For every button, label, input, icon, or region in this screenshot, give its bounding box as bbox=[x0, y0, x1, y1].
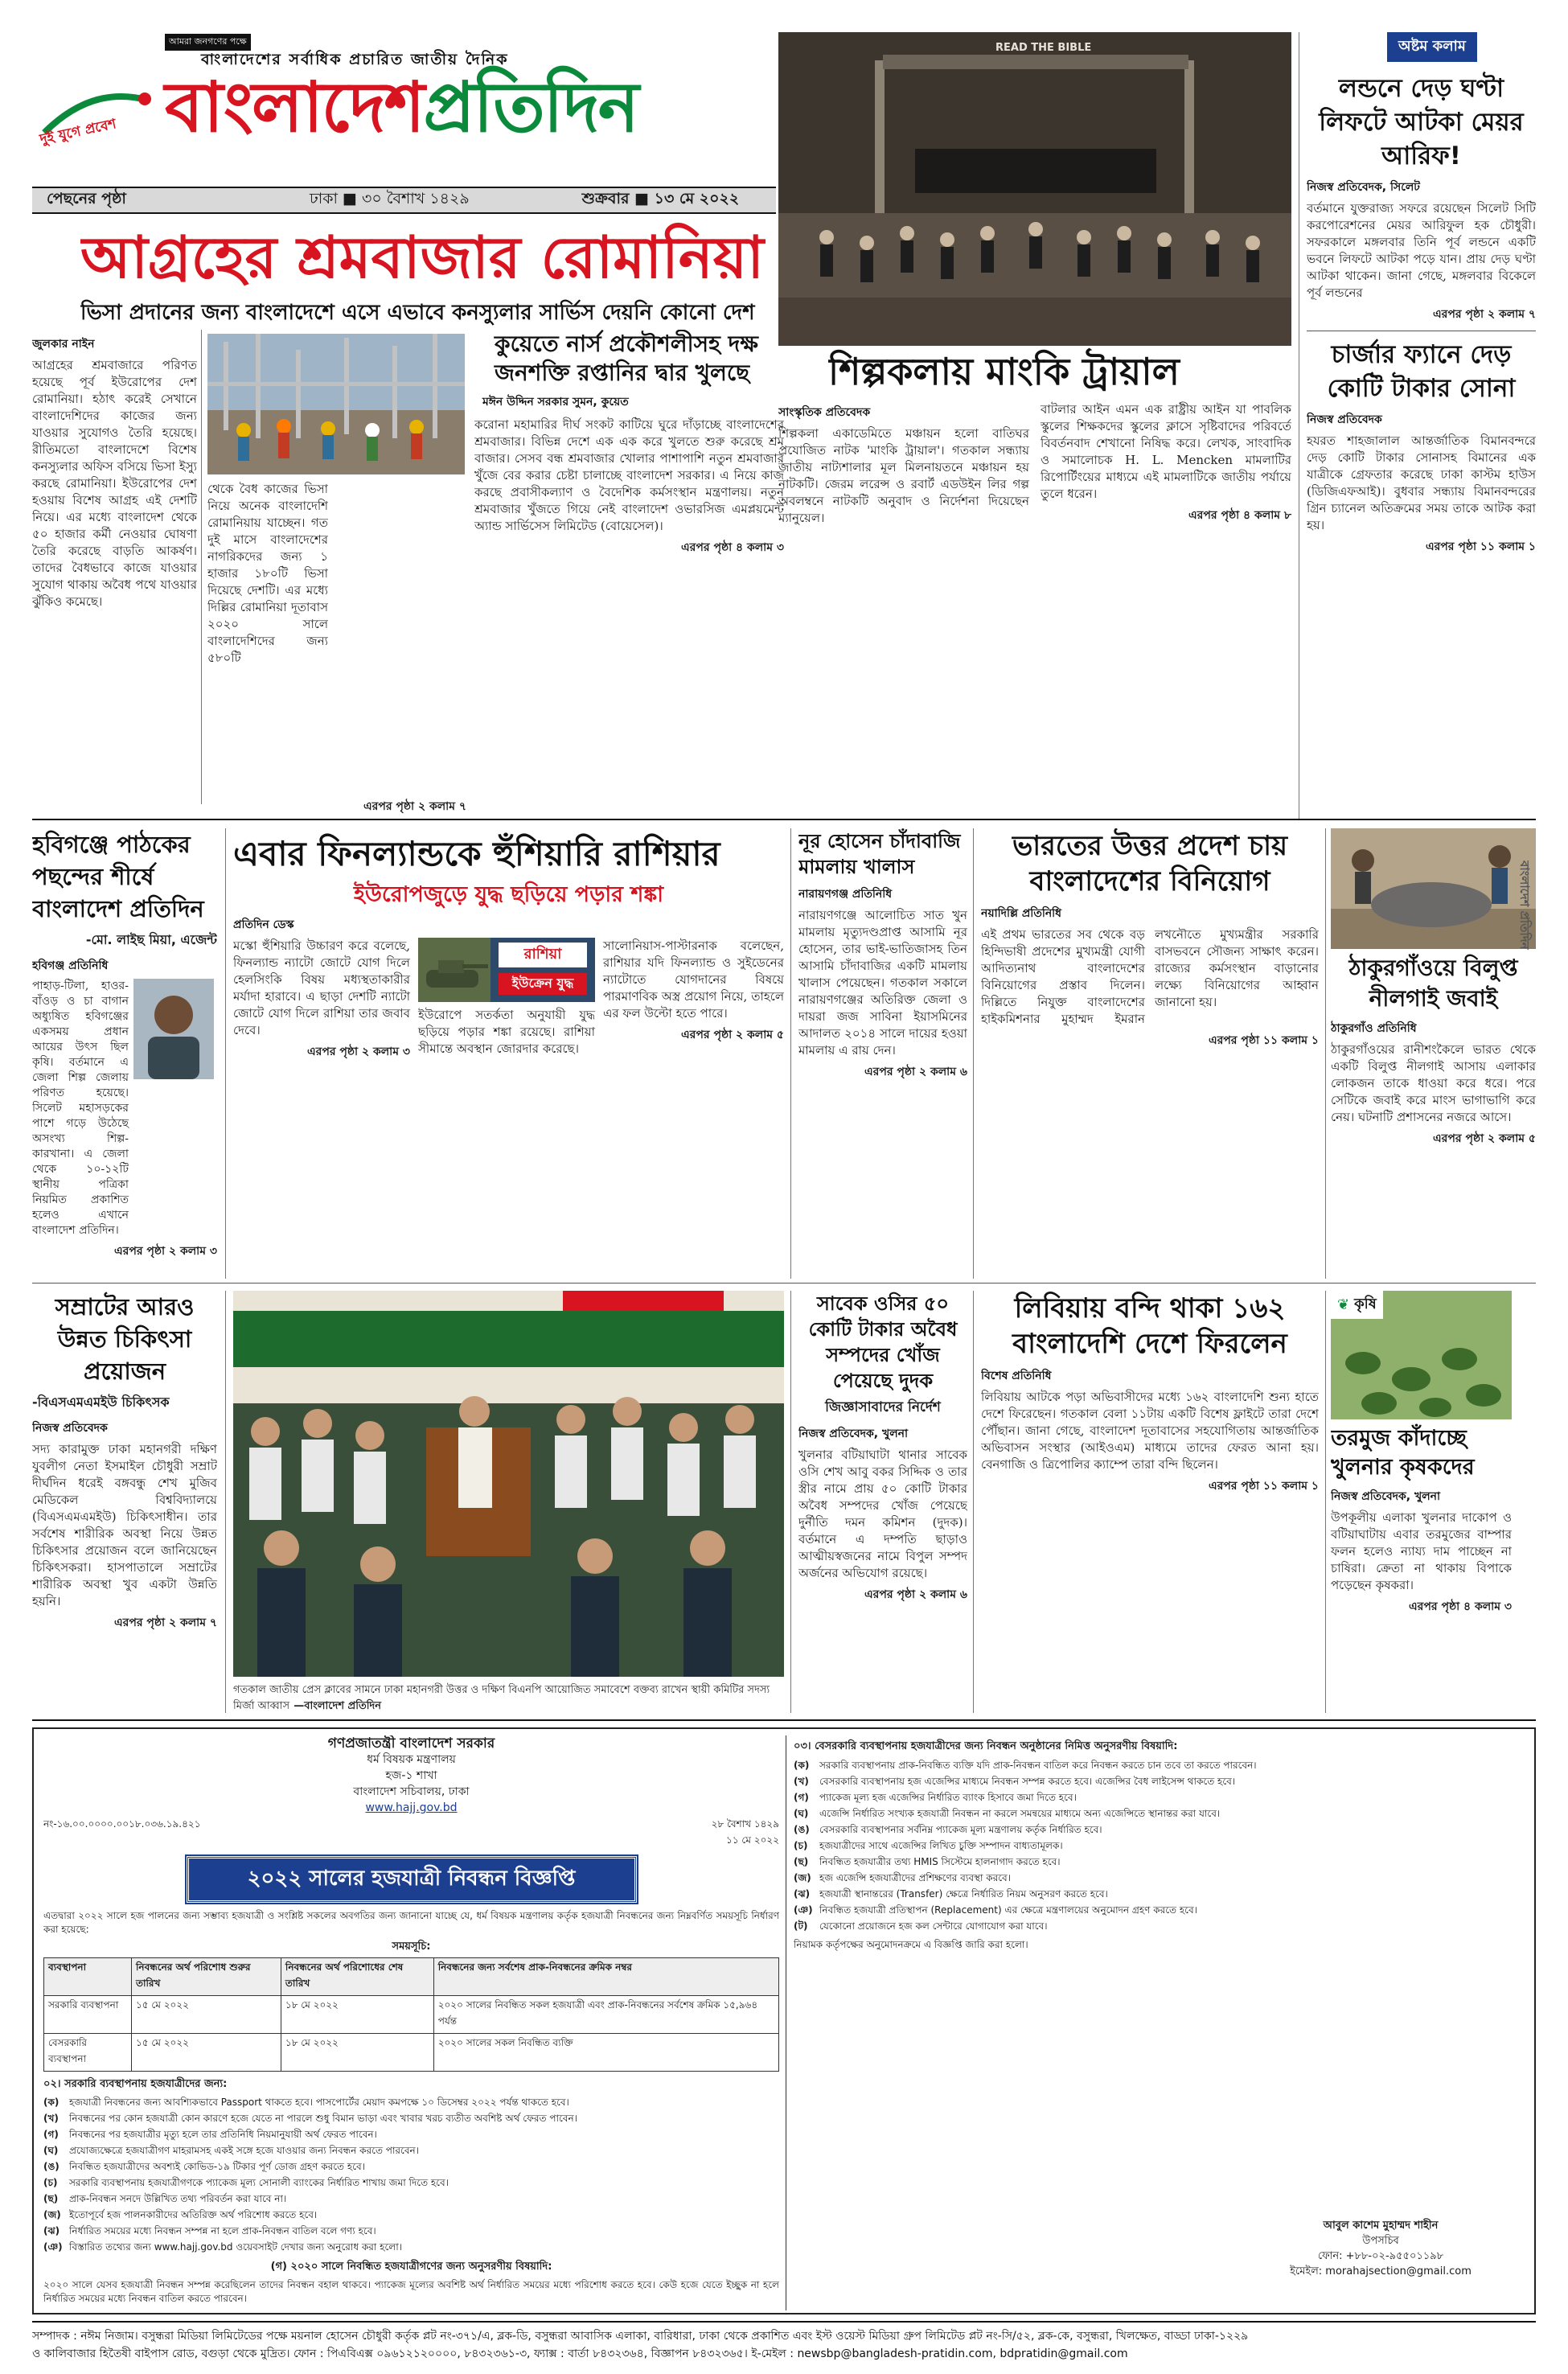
eighth-body-1: বর্তমানে যুক্তরাজ্য সফরে রয়েছেন সিলেট সিটি করপোরেশনের মেয়র আরিফুল হক চৌধুরী। সফরকালে মঙ্গলবার তিনি পূর্ব লন্ডনে একটি ভবনে লিফটে আটকা পড়ে যান। প্রায় দেড় ঘণ্টা আটকা থাকেন। জানা গেছে, মঙ্গলবার বিকেলে পূর্ব লন্ডনের bbox=[1307, 201, 1536, 300]
masthead-tag-top: আমরা জনগণের পক্ষে bbox=[165, 34, 251, 51]
list-item: (ছ) প্রাক-নিবন্ধন সনদে উল্লিখিত তথ্য পরিবর্তন করা যাবে না। bbox=[43, 2193, 287, 2204]
list-item: (জ) ইতোপূর্বে হজ পালনকারীদের অতিরিক্ত অর্থ পরিশোধ করতে হবে। bbox=[43, 2209, 318, 2220]
hajj-signer-title: উপসচিব bbox=[1362, 2235, 1399, 2247]
table-head-cell: নিবন্ধনের জন্য সর্বশেষ প্রাক-নিবন্ধনের ক্রমিক নম্বর bbox=[433, 1958, 778, 1996]
agent-portrait bbox=[133, 979, 214, 1079]
krishi-label bbox=[1331, 1291, 1383, 1319]
list-item: (চ) হজযাত্রীদের সাথে এজেন্সির লিখিত চুক্তি সম্পাদন বাধ্যতামূলক। bbox=[794, 1840, 1063, 1851]
libya-story bbox=[981, 1291, 1319, 1713]
india-byline: নয়াদিল্লি প্রতিনিধি bbox=[981, 907, 1062, 920]
list-item: (ক) হজযাত্রী নিবন্ধনের জন্য আবশ্যিকভাবে Passport থাকতে হবে। পাসপোর্টের মেয়াদ কমপক্ষে ১০ ডিসেম্বর ২০২২ পর্যন্ত থাকতে হবে। bbox=[43, 2097, 569, 2108]
lead-photo-construction bbox=[207, 334, 465, 474]
list-item: (ঘ) প্রযোজ্যক্ষেত্রে হজযাত্রীগণ মাহরামসহ একই সঙ্গে হজে যাওয়ার জন্য নিবন্ধন করতে পারবেন। bbox=[43, 2145, 419, 2156]
monkey-byline: সাংস্কৃতিক প্রতিবেদক bbox=[778, 406, 871, 419]
lead-body-1: আগ্রহের শ্রমবাজারে পরিণত হয়েছে পূর্ব ইউরোপের দেশ রোমানিয়া। হঠাৎ করেই সেখানে বাংলাদেশিদের কাজের জন্য যাওয়ার সুযোগও তৈরি হয়েছে। রীতিমতো বাংলাদেশে বিশেষ কনস্যুলার অফিস বসিয়ে ভিসা ইস্যু করছে রোমানিয়া। ইউরোপের দেশ হওয়ায় বিশেষ আগ্রহ এই দেশটি নিয়ে। এর মধ্যে বাংলাদেশ থেকে ৫০ হাজার কর্মী নেওয়ার ঘোষণা তৈরি করেছে বাড়তি আকর্ষণ। তাদের বৈধভাবে কাজে যাওয়ার সুযোগ থাকায় অবৈধ পথে যাওয়ার ঝুঁকিও কমেছে। bbox=[32, 358, 197, 609]
osi-body: খুলনার বটিয়াঘাটা থানার সাবেক ওসি শেখ আবু বকর সিদ্দিক ও তার স্ত্রীর নামে প্রায় ৫০ কোটি টাকার অবৈধ সম্পদের খোঁজ পেয়েছে দুর্নীতি দমন কমিশন (দুদক)। বর্তমানে এ দম্পতি ছাড়াও আত্মীয়স্বজনের নামে বিপুল সম্পদ অর্জনের অভিযোগ রয়েছে। bbox=[798, 1448, 967, 1580]
list-item: (গ) নিবন্ধনের পর হজযাত্রীর মৃত্যু হলে তার প্রতিনিধি নিয়মানুযায়ী অর্থ ফেরত পাবেন। bbox=[43, 2129, 377, 2140]
chandabaji-headline: নূর হোসেন চাঁদাবাজি মামলায় খালাস bbox=[798, 830, 961, 878]
list-item: (ট) যেকোনো প্রয়োজনে হজ কল সেন্টারে যোগাযোগ করা যাবে। bbox=[794, 1920, 1048, 1932]
hajj-title: ২০২২ সালের হজযাত্রী নিবন্ধন বিজ্ঞপ্তি bbox=[187, 1856, 637, 1903]
finland-story bbox=[233, 910, 784, 1280]
hajj-section-1: ০২। সরকারি ব্যবস্থাপনায় হজযাত্রীদের জন্য: bbox=[43, 2078, 228, 2090]
hajj-ministry: ধর্ম বিষয়ক মন্ত্রণালয় bbox=[367, 1753, 456, 1766]
hajj-secretariat: বাংলাদেশ সচিবালয়, ঢাকা bbox=[353, 1785, 470, 1798]
imprint-line-2: ও কালিবাজার হিতৈষী বাইপাস রোড, বগুড়া থেকে মুদ্রিত। ফোন : পিএবিএক্স ০৯৬১২১২০০০০, ৮৪৩২৩৬১-৩, ফ্যাক্স : বার্তা ৮৪৩২৩৬৪, বিজ্ঞাপন ৮৪৩২৩৬৫। ই-মেইল : newsbp@bangladesh-pratidin.com, bdpratidin@gmail.com bbox=[32, 2347, 1128, 2360]
india-headline: ভারতের উত্তর প্রদেশ চায় বাংলাদেশের বিনিয়োগ bbox=[1012, 830, 1288, 897]
hajj-intro: এতদ্বারা ২০২২ সালে হজ পালনের জন্য সম্ভাব্য হজযাত্রী ও সংশ্লিষ্ট সকলের অবগতির জন্য জানানো যাচ্ছে যে, ধর্ম বিষয়ক মন্ত্রণালয় কর্তৃক হজযাত্রী নিবন্ধনের জন্য নিম্নবর্ণিত সময়সূচি নির্ধারণ করা হয়েছে: bbox=[43, 1910, 779, 1935]
monkey-continuation: এরপর পৃষ্ঠা ৪ কলাম ৮ bbox=[1188, 509, 1291, 522]
hajj-section-2: (গ) ২০২০ সালে নিবন্ধিত হজযাত্রীগণের জন্য অনুসরণীয় বিষয়াদি: bbox=[270, 2261, 552, 2273]
anniversary-badge bbox=[36, 76, 153, 153]
osi-headline: সাবেক ওসির ৫০ কোটি টাকার অবৈধ সম্পদের খোঁজ পেয়েছে দুদক bbox=[808, 1292, 958, 1392]
bnp-rally-photo bbox=[233, 1291, 784, 1677]
page-label: পেছনের পৃষ্ঠা bbox=[47, 190, 126, 207]
list-item: (ঝ) হজযাত্রী স্থানান্তরের (Transfer) ক্ষেত্রে নির্ধারিত নিয়ম অনুসরণ করতে হবে। bbox=[794, 1888, 1108, 1900]
masthead bbox=[32, 32, 772, 181]
krishi-byline: নিজস্ব প্রতিবেদক, খুলনা bbox=[1331, 1490, 1441, 1503]
chandabaji-story bbox=[798, 828, 967, 1279]
leaf-icon: ❦ bbox=[1337, 1296, 1350, 1313]
lead-story-left bbox=[32, 330, 197, 808]
habiganj-body: পাহাড়-টিলা, হাওর-বাঁওড় ও চা বাগান অধ্যুষিত হবিগঞ্জের একসময় প্রধান আয়ের উৎস ছিল কৃষি। বর্তমানে এ জেলা শিল্প জেলায় পরিণত হয়েছে। সিলেট মহাসড়কের পাশে গড়ে উঠেছে অসংখ্য শিল্প-কারখানা। এ জেলা থেকে ১০-১২টি স্থানীয় পত্রিকা নিয়মিত প্রকাশিত হলেও এখানে বাংলাদেশ প্রতিদিন। bbox=[32, 980, 129, 1237]
lead-byline: জুলকার নাইন bbox=[32, 338, 95, 351]
badge-russia: রাশিয়া bbox=[499, 943, 587, 967]
krishi-headline: তরমুজ কাঁদাচ্ছে খুলনার কৃষকদের bbox=[1331, 1426, 1475, 1480]
tank-icon bbox=[418, 938, 491, 1002]
kuwait-headline: কুয়েতে নার্স প্রকৌশলীসহ দক্ষ জনশক্তি রপ্তানির দ্বার খুলছে bbox=[495, 331, 758, 386]
list-item: (ঞ) নিবন্ধিত হজযাত্রী প্রতিস্থাপন (Replacement) এর ক্ষেত্রে মন্ত্রণালয়ের অনুমোদন গ্রহণ করতে হবে। bbox=[794, 1904, 1197, 1916]
stage-play-photo bbox=[778, 32, 1291, 346]
finland-body-2: সালোনিয়াস-পাস্টারনাক বলেছেন, রাশিয়ার যদি ফিনল্যান্ড ও সুইডেনের ন্যাটোতে যোগদানের বিষয়ে পারমাণবিক অস্ত্র প্রয়োগ নিয়ে, তাহলে এর ফল উল্টো হতে পারে। bbox=[603, 939, 784, 1021]
libya-headline: লিবিয়ায় বন্দি থাকা ১৬২ বাংলাদেশি দেশে ফিরলেন bbox=[1012, 1292, 1287, 1360]
list-item: (ছ) নিবন্ধিত হজযাত্রীর তথ্য HMIS সিস্টেমে হালনাগাদ করতে হবে। bbox=[794, 1856, 1061, 1867]
eighth-body-2: হযরত শাহজালাল আন্তর্জাতিক বিমানবন্দরে দেড় কোটি টাকার সোনাসহ বিমানের এক যাত্রীকে গ্রেফতার করেছে ঢাকা কাস্টম হাউস (ডিজিএফআই)। বুধবার সন্ধ্যায় বিমানবন্দরের গ্রিন চ্যানেল অতিক্রমের সময় তাকে আটক করা হয়। bbox=[1307, 433, 1536, 532]
table-head-cell: নিবন্ধনের অর্থ পরিশোধ শুরুর তারিখ bbox=[132, 1958, 281, 1996]
kuwait-continuation: এরপর পৃষ্ঠা ৪ কলাম ৩ bbox=[681, 541, 784, 554]
hajj-date-english: ১১ মে ২০২২ bbox=[726, 1834, 779, 1846]
newspaper-name-right: প্রতিদিন bbox=[423, 68, 638, 148]
nilgai-story bbox=[1331, 953, 1536, 1279]
stage-banner-text: READ THE BIBLE bbox=[995, 42, 1092, 54]
rally-credit: —বাংলাদেশ প্রতিদিন bbox=[293, 1700, 382, 1712]
hajj-closing: নিয়ামক কর্তৃপক্ষের অনুমোদনক্রমে এ বিজ্ঞপ্তি জারি করা হলো। bbox=[794, 1939, 1028, 1950]
nilgai-body: ঠাকুরগাঁওয়ের রানীশংকৈলে ভারত থেকে একটি বিলুপ্ত নীলগাই আসায় এলাকার লোকজন তাকে ধাওয়া করে ধরে। পরে সেটিকে জবাই করে মাংস ভাগাভাগি করে নেয়। ঘটনাটি প্রশাসনের নজরে আসে। bbox=[1331, 1042, 1536, 1124]
hajj-left-column bbox=[43, 1735, 779, 2310]
samrat-headline: সম্রাটের আরও উন্নত চিকিৎসা প্রয়োজন bbox=[55, 1293, 195, 1385]
list-item: (ক) সরকারি ব্যবস্থাপনায় প্রাক-নিবন্ধিত ব্যক্তি যদি প্রাক-নিবন্ধন বাতিল করে নিবন্ধন করতে চান তবে তা করতে পারবেন। bbox=[794, 1760, 1257, 1771]
table-cell: ১৮ মে ২০২২ bbox=[281, 2034, 433, 2072]
eighth-headline-1: লন্ডনে দেড় ঘণ্টা লিফটে আটকা মেয়র আরিফ! bbox=[1319, 74, 1524, 170]
table-cell: ১৮ মে ২০২২ bbox=[281, 1996, 433, 2034]
city-date: ঢাকা ■ ৩০ বৈশাখ ১৪২৯ bbox=[309, 190, 470, 207]
nilgai-photo bbox=[1331, 828, 1536, 949]
lead-cont bbox=[322, 794, 466, 816]
anniversary-badge-text: দুই যুগে প্রবেশ bbox=[38, 116, 118, 148]
krishi-photo bbox=[1331, 1291, 1512, 1419]
list-item: (ঙ) বেসরকারি ব্যবস্থাপনার সর্বনিম্ন প্যাকেজ মূল্য মন্ত্রণালয় কর্তৃক নির্ধারিত হবে। bbox=[794, 1824, 1102, 1835]
eighth-column bbox=[1307, 32, 1536, 816]
eighth-byline-2: নিজস্ব প্রতিবেদক bbox=[1307, 413, 1382, 426]
hajj-gov: গণপ্রজাতন্ত্রী বাংলাদেশ সরকার bbox=[327, 1735, 495, 1752]
day-date: শুক্রবার ■ ১৩ মে ২০২২ bbox=[581, 190, 740, 207]
samrat-continuation: এরপর পৃষ্ঠা ২ কলাম ৭ bbox=[113, 1616, 217, 1629]
finland-continuation-1: এরপর পৃষ্ঠা ২ কলাম ৩ bbox=[306, 1045, 410, 1058]
osi-byline: নিজস্ব প্রতিবেদক, খুলনা bbox=[798, 1427, 909, 1440]
hajj-left-items bbox=[43, 2096, 779, 2254]
monkey-body-1: শিল্পকলা একাডেমিতে মঞ্চায়ন হলো বাতিঘর প্রযোজিত নাটক 'মাংকি ট্রায়াল'। গতকাল সন্ধ্যায় জাতীয় নাট্যশালার মূল মিলনায়তনে মঞ্চায়ন হয় নাটকটি। জেরম লরেন্স ও রবার্ট এডউইন লির গল্প অবলম্বনে নাটকটি অনুবাদ ও নির্দেশনা দিয়েছেন ম্যানুয়েল। bbox=[778, 426, 1029, 525]
badge-ukraine-war: ইউক্রেন যুদ্ধ bbox=[499, 973, 587, 995]
nilgai-continuation: এরপর পৃষ্ঠা ২ কলাম ৫ bbox=[1433, 1132, 1536, 1145]
lead-body-2: থেকে বৈধ কাজের ভিসা নিয়ে অনেক বাংলাদেশি রোমানিয়ায় যাচ্ছেন। গত দুই মাসে বাংলাদেশের নাগরিকদের জন্য ১ হাজার ১৮০টি ভিসা দিয়েছে দেশটি। এর মধ্যে দিল্লির রোমানিয়া দূতাবাস ২০২০ সালে বাংলাদেশিদের জন্য ৫৮০টি bbox=[207, 482, 328, 665]
kuwait-story bbox=[474, 330, 784, 808]
hajj-signature-block bbox=[1244, 2218, 1517, 2279]
hajj-signer: আবুল কাশেম মুহাম্মদ শাহীন bbox=[1323, 2220, 1439, 2232]
finland-body-1: মস্কো হুঁশিয়ারি উচ্চারণ করে বলেছে, ফিনল্যান্ড ন্যাটো জোটে যোগ দিলে হেলসিংকি বিষয় মধ্যস্থতাকারীর মর্যাদা হারাবে। এ ছাড়া দেশটি ন্যাটো জোটে যোগ দিলে রাশিয়া তার জবাব দেবে। bbox=[233, 939, 410, 1037]
list-item: (ঝ) নির্ধারিত সময়ের মধ্যে নিবন্ধন সম্পন্ন না হলে প্রাক-নিবন্ধন বাতিল বলে গণ্য হবে। bbox=[43, 2225, 376, 2236]
krishi-story bbox=[1331, 1291, 1512, 1713]
hajj-section-2-body: ২০২০ সালে যেসব হজযাত্রী নিবন্ধন সম্পন্ন করেছিলেন তাদের নিবন্ধন বহাল থাকবে। প্যাকেজ মূল্যের অবশিষ্ট অর্থ নির্ধারিত সময়ের মধ্যে পরিশোধ করতে হবে। কেউ হজে যেতে ইচ্ছুক না হলে নির্ধারিত সময়ের মধ্যে নিবন্ধন বাতিল করতে পারবেন। bbox=[43, 2279, 779, 2304]
monkey-trial-photo bbox=[778, 32, 1291, 346]
side-vertical-strip bbox=[1516, 860, 1536, 1584]
hajj-section-3: ০৩। বেসরকারি ব্যবস্থাপনায় হজযাত্রীদের জন্য নিবন্ধন অনুষ্ঠানের নিমিত্ত অনুসরণীয় বিষয়াদি: bbox=[794, 1740, 1178, 1752]
hajj-email: ইমেইল: morahajsection@gmail.com bbox=[1290, 2265, 1472, 2277]
kuwait-byline: মঈন উদ্দিন সরকার সুমন, কুয়েত bbox=[482, 396, 629, 409]
list-item: (খ) বেসরকারি ব্যবস্থাপনায় হজ এজেন্সির মাধ্যমে নিবন্ধন সম্পন্ন করতে হবে। এজেন্সির বৈধ লাইসেন্স থাকতে হবে। bbox=[794, 1776, 1236, 1787]
finland-continuation-2: এরপর পৃষ্ঠা ২ কলাম ৫ bbox=[681, 1029, 784, 1041]
eighth-column-label: অষ্টম কলাম bbox=[1387, 32, 1477, 62]
lead-subheadline: ভিসা প্রদানের জন্য বাংলাদেশে এসে এভাবে কনস্যুলার সার্ভিস দেয়নি কোনো দেশ bbox=[80, 301, 755, 325]
chandabaji-byline: নারায়ণগঞ্জ প্রতিনিধি bbox=[798, 888, 893, 901]
lead-story-mid bbox=[207, 481, 328, 811]
hajj-right-items bbox=[794, 1759, 1527, 1933]
habiganj-headline: হবিগঞ্জে পাঠকের পছন্দের শীর্ষে বাংলাদেশ প্রতিদিন bbox=[32, 831, 204, 922]
imprint-line-1: সম্পাদক : নঈম নিজাম। বসুন্ধরা মিডিয়া লিমিটেডের পক্ষে ময়নাল হোসেন চৌধুরী কর্তৃক প্লট নং-৩৭১/এ, ব্লক-ডি, বসুন্ধরা আবাসিক এলাকা, বারিধারা, ঢাকা থেকে প্রকাশিত এবং ইস্ট ওয়েস্ট মিডিয়া গ্রুপ লিমিটেড প্লট নং-সি/৫২, ব্লক-কে, বসুন্ধরা, খিলক্ষেত, বাড্ডা ঢাকা-১২২৯ bbox=[32, 2330, 1249, 2343]
agent-portrait-photo bbox=[133, 979, 214, 1079]
newspaper-name-left: বাংলাদেশ bbox=[165, 68, 424, 148]
samrat-story bbox=[32, 1291, 217, 1713]
finland-body-3: ইউরোপে সতর্কতা অনুযায়ী যুদ্ধ ছড়িয়ে পড়ার শঙ্কা রয়েছে। রাশিয়া সীমান্তে অবস্থান জোরদার করেছে। bbox=[418, 1008, 595, 1056]
table-cell: বেসরকারি ব্যবস্থাপনা bbox=[44, 2034, 132, 2072]
krishi-body: উপকূলীয় এলাকা খুলনার দাকোপ ও বটিয়াঘাটায় এবার তরমুজের বাম্পার ফলন হলেও ন্যায্য দাম পাচ্ছেন না চাষিরা। ক্রেতা না থাকায় বিপাকে পড়েছেন কৃষকরা। bbox=[1331, 1510, 1512, 1592]
table-cell: ২০২০ সালের সকল নিবন্ধিত ব্যক্তি bbox=[433, 2034, 778, 2072]
hajj-schedule-table bbox=[43, 1957, 779, 2072]
table-row bbox=[44, 1996, 779, 2034]
krishi-label-text: কৃষি bbox=[1354, 1296, 1377, 1312]
libya-continuation: এরপর পৃষ্ঠা ১১ কলাম ১ bbox=[1208, 1480, 1319, 1493]
list-item: (চ) সরকারি ব্যবস্থাপনায় হজযাত্রীগণকে প্যাকেজ মূল্য সোনালী ব্যাংকের নির্ধারিত শাখায় জমা দিতে হবে। bbox=[43, 2177, 449, 2188]
osi-continuation: এরপর পৃষ্ঠা ২ কলাম ৬ bbox=[864, 1588, 967, 1601]
finland-byline: প্রতিদিন ডেস্ক bbox=[233, 918, 294, 931]
lead-headline: আগ্রহের শ্রমবাজার রোমানিয়া bbox=[80, 224, 764, 291]
samrat-byline: নিজস্ব প্রতিবেদক bbox=[32, 1422, 108, 1435]
monkey-story bbox=[778, 398, 1291, 812]
table-row bbox=[44, 2034, 779, 2072]
chandabaji-continuation: এরপর পৃষ্ঠা ২ কলাম ৬ bbox=[864, 1066, 967, 1078]
libya-byline: বিশেষ প্রতিনিধি bbox=[981, 1370, 1052, 1382]
kuwait-body: করোনা মহামারির দীর্ঘ সংকট কাটিয়ে ঘুরে দাঁড়াচ্ছে বাংলাদেশের শ্রমবাজার। বিভিন্ন দেশে এক এক করে খুলতে শুরু করেছে শ্রম বাজার। সেসব বন্ধ শ্রমবাজার খোলার পাশাপাশি নতুন শ্রমবাজার খুঁজে বের করার চেষ্টা চালাচ্ছে বাংলাদেশ সরকার। এ নিয়ে কাজ করছে প্রবাসীকল্যাণ ও বৈদেশিক কর্মসংস্থান মন্ত্রণালয়। নতুন শ্রমবাজার খুঁজতে গিয়ে নেই বাংলাদেশ ওভারসিজ এমপ্লয়মেন্ট অ্যান্ড সার্ভিসেস লিমিটেড (বোয়েসেল)। bbox=[474, 417, 784, 533]
rally-photo bbox=[233, 1291, 784, 1677]
hajj-web-link[interactable]: www.hajj.gov.bd bbox=[365, 1801, 458, 1814]
chandabaji-body: নারায়ণগঞ্জে আলোচিত সাত খুন মামলায় মৃত্যুদণ্ডপ্রাপ্ত আসামি নূর হোসেন, তার ভাই-ভাতিজাসহ তিন আসামি চাঁদাবাজির একটি মামলায় খালাস পেয়েছেন। গতকাল সকালে নারায়ণগঞ্জের অতিরিক্ত জেলা ও দায়রা জজ সাবিনা ইয়াসমিনের আদালত ২০১৪ সালে দায়ের হওয়া মামলায় এ রায় দেন। bbox=[798, 908, 967, 1058]
samrat-quote: -বিএসএমএমইউ চিকিৎসক bbox=[32, 1394, 170, 1410]
construction-workers-photo bbox=[207, 334, 465, 474]
eighth-cont-1: এরপর পৃষ্ঠা ২ কলাম ৭ bbox=[1432, 308, 1536, 321]
list-item: (ঙ) নিবন্ধিত হজযাত্রীদের অবশ্যই কোভিড-১৯ টিকার পূর্ণ ডোজ গ্রহণ করতে হবে। bbox=[43, 2161, 365, 2172]
hajj-memo: নং-১৬.০০.০০০০.০০১৮.০৩৬.১৯.৪২১ bbox=[43, 1818, 201, 1830]
list-item: (গ) প্যাকেজ মূল্য হজ এজেন্সির নির্ধারিত ব্যাংক হিসাবে জমা দিতে হবে। bbox=[794, 1792, 1077, 1803]
russia-ukraine-badge bbox=[418, 938, 595, 1002]
osi-story bbox=[798, 1291, 967, 1713]
rally-caption-block bbox=[233, 1681, 784, 1713]
lead-continuation: এরপর পৃষ্ঠা ২ কলাম ৭ bbox=[363, 800, 466, 813]
hajj-schedule-label: সময়সূচি: bbox=[392, 1941, 431, 1953]
habiganj-quote: -মো. লাইছ মিয়া, এজেন্ট bbox=[85, 932, 217, 947]
eighth-headline-2: চার্জার ফ্যানে দেড় কোটি টাকার সোনা bbox=[1327, 340, 1516, 403]
samrat-body: সদ্য কারামুক্ত ঢাকা মহানগরী দক্ষিণ যুবলীগ নেতা ইসমাইল চৌধুরী সম্রাট দীর্ঘদিন ধরেই বঙ্গবন্ধু শেখ মুজিব মেডিকেল বিশ্ববিদ্যালয়ে (বিএসএমএমইউ) চিকিৎসাধীন। তার সর্বশেষ শারীরিক অবস্থা নিয়ে উন্নত চিকিৎসার প্রয়োজন বলে জানিয়েছেন চিকিৎসকরা। হাসপাতালে সম্রাটের শারীরিক অবস্থা খুব একটা উন্নতি হয়নি। bbox=[32, 1442, 217, 1608]
imprint-footer bbox=[32, 2321, 1536, 2363]
table-cell: ১৫ মে ২০২২ bbox=[132, 2034, 281, 2072]
date-strip bbox=[32, 187, 776, 214]
osi-kicker: জিজ্ঞাসাবাদের নির্দেশ bbox=[825, 1399, 941, 1415]
india-body: এই প্রথম ভারতের সব থেকে বড় হিন্দিভাষী প্রদেশের মুখ্যমন্ত্রী যোগী আদিত্যনাথ বাংলাদেশের বিনিয়োগের প্রস্তাব দিলেন। দিল্লিতে নিযুক্ত বাংলাদেশের হাইকমিশনার মুহাম্মদ ইমরান লখনৌতে মুখ্যমন্ত্রীর সরকারি বাসভবনে সৌজন্য সাক্ষাৎ করেন। রাজ্যের কর্মসংস্থান বাড়ানোর লক্ষ্যে বিনিয়োগের আহ্বান জানানো হয়। bbox=[981, 927, 1319, 1026]
list-item: (ঘ) এজেন্সি নির্ধারিত সংখ্যক হজযাত্রী নিবন্ধন না করলে সমন্বয়ের মাধ্যমে অন্য এজেন্সিতে স্থানান্তর করা যাবে। bbox=[794, 1808, 1221, 1819]
libya-body: লিবিয়ায় আটকে পড়া অভিবাসীদের মধ্যে ১৬২ বাংলাদেশি শুন্য হাতে দেশে ফিরেছেন। গতকাল বেলা ১১টায় একটি বিশেষ ফ্লাইটে তারা দেশে পৌঁছান। জানা গেছে, বাংলাদেশ দূতাবাসের সহযোগিতায় আন্তর্জাতিক অভিবাসন সংস্থার (আইওএম) মাধ্যমে তাদের ফেরত আনা হয়। বেনগাজি ও ত্রিপোলির ক্যাম্পে তারা বন্দি ছিলেন। bbox=[981, 1390, 1319, 1472]
hajj-notice bbox=[32, 1727, 1536, 2314]
nilgai-byline: ঠাকুরগাঁও প্রতিনিধি bbox=[1331, 1022, 1417, 1035]
eighth-byline-1: নিজস্ব প্রতিবেদক, সিলেট bbox=[1307, 181, 1420, 194]
habiganj-story bbox=[32, 828, 217, 1279]
masthead-tagline: বাংলাদেশের সর্বাধিক প্রচারিত জাতীয় দৈনিক bbox=[201, 51, 509, 68]
krishi-continuation: এরপর পৃষ্ঠা ৪ কলাম ৩ bbox=[1409, 1600, 1512, 1613]
india-story bbox=[981, 828, 1319, 1279]
monkey-body-2: বাটলার আইন এমন এক রাষ্ট্রীয় আইন যা পাবলিক স্কুলের শিক্ষকদের স্কুলের ক্লাসে সৃষ্টিবাদের পরিবর্তে বিবর্তনবাদ শেখানো নিষিদ্ধ করে। লেখক, সাংবাদিক ও সমালোচক H. L. Mencken মামলাটির রিপোর্টিংয়ের মাধ্যমে এই মামলাটিকে জাতীয় পর্যায়ে তুলে ধরেন। bbox=[1041, 402, 1291, 501]
hajj-phone: ফোন: +৮৮-০২-৯৫৫০১১৯৮ bbox=[1317, 2250, 1444, 2262]
slaughtered-nilgai-photo bbox=[1331, 828, 1536, 949]
nilgai-headline: ঠাকুরগাঁওয়ে বিলুপ্ত নীলগাই জবাই bbox=[1348, 955, 1518, 1012]
table-cell: ১৫ মে ২০২২ bbox=[132, 1996, 281, 2034]
table-cell: ২০২০ সালের নিবন্ধিত সকল হজযাত্রী এবং প্রাক-নিবন্ধনের সর্বশেষ ক্রমিক ১৫,৯৬৪ পর্যন্ত bbox=[433, 1996, 778, 2034]
eighth-cont-2: এরপর পৃষ্ঠা ১১ কলাম ১ bbox=[1425, 540, 1536, 553]
finland-subheadline: ইউরোপজুড়ে যুদ্ধ ছড়িয়ে পড়ার শঙ্কা bbox=[353, 882, 664, 907]
table-head-cell: ব্যবস্থাপনা bbox=[44, 1958, 132, 1996]
list-item: (জ) হজ এজেন্সি হজযাত্রীদের প্রশিক্ষণের ব্যবস্থা করবে। bbox=[794, 1872, 1012, 1883]
table-cell: সরকারি ব্যবস্থাপনা bbox=[44, 1996, 132, 2034]
hajj-branch: হজ-১ শাখা bbox=[385, 1769, 437, 1782]
side-vertical-title: বাংলাদেশ প্রতিদিন bbox=[1517, 860, 1532, 950]
india-continuation: এরপর পৃষ্ঠা ১১ কলাম ১ bbox=[1208, 1034, 1319, 1047]
list-item: (ঞ) বিস্তারিত তথ্যের জন্য www.hajj.gov.bd ওয়েবসাইট দেখার জন্য অনুরোধ করা হলো। bbox=[43, 2241, 403, 2253]
monkey-headline: শিল্পকলায় মাংকি ট্রায়াল bbox=[828, 350, 1180, 393]
finland-headline: এবার ফিনল্যান্ডকে হুঁশিয়ারি রাশিয়ার bbox=[233, 834, 720, 873]
hajj-date-bangla: ২৮ বৈশাখ ১৪২৯ bbox=[711, 1818, 779, 1830]
rally-caption: গতকাল জাতীয় প্রেস ক্লাবের সামনে ঢাকা মহানগরী উত্তর ও দক্ষিণ বিএনপি আয়োজিত সমাবেশে বক্তব্য রাখেন স্থায়ী কমিটির সদস্য মির্জা আব্বাস bbox=[233, 1684, 770, 1712]
habiganj-byline: হবিগঞ্জ প্রতিনিধি bbox=[32, 959, 109, 972]
table-head-cell: নিবন্ধনের অর্থ পরিশোধের শেষ তারিখ bbox=[281, 1958, 433, 1996]
newspaper-name bbox=[165, 68, 638, 148]
list-item: (খ) নিবন্ধনের পর কোন হজযাত্রী কোন কারণে হজে যেতে না পারলে শুধু বিমান ভাড়া এবং খাবার খরচ ব্যতীত অবশিষ্ট অর্থ ফেরত পাবেন। bbox=[43, 2113, 577, 2124]
hajj-right-column bbox=[794, 1735, 1527, 2310]
habiganj-continuation: এরপর পৃষ্ঠা ২ কলাম ৩ bbox=[113, 1245, 217, 1258]
